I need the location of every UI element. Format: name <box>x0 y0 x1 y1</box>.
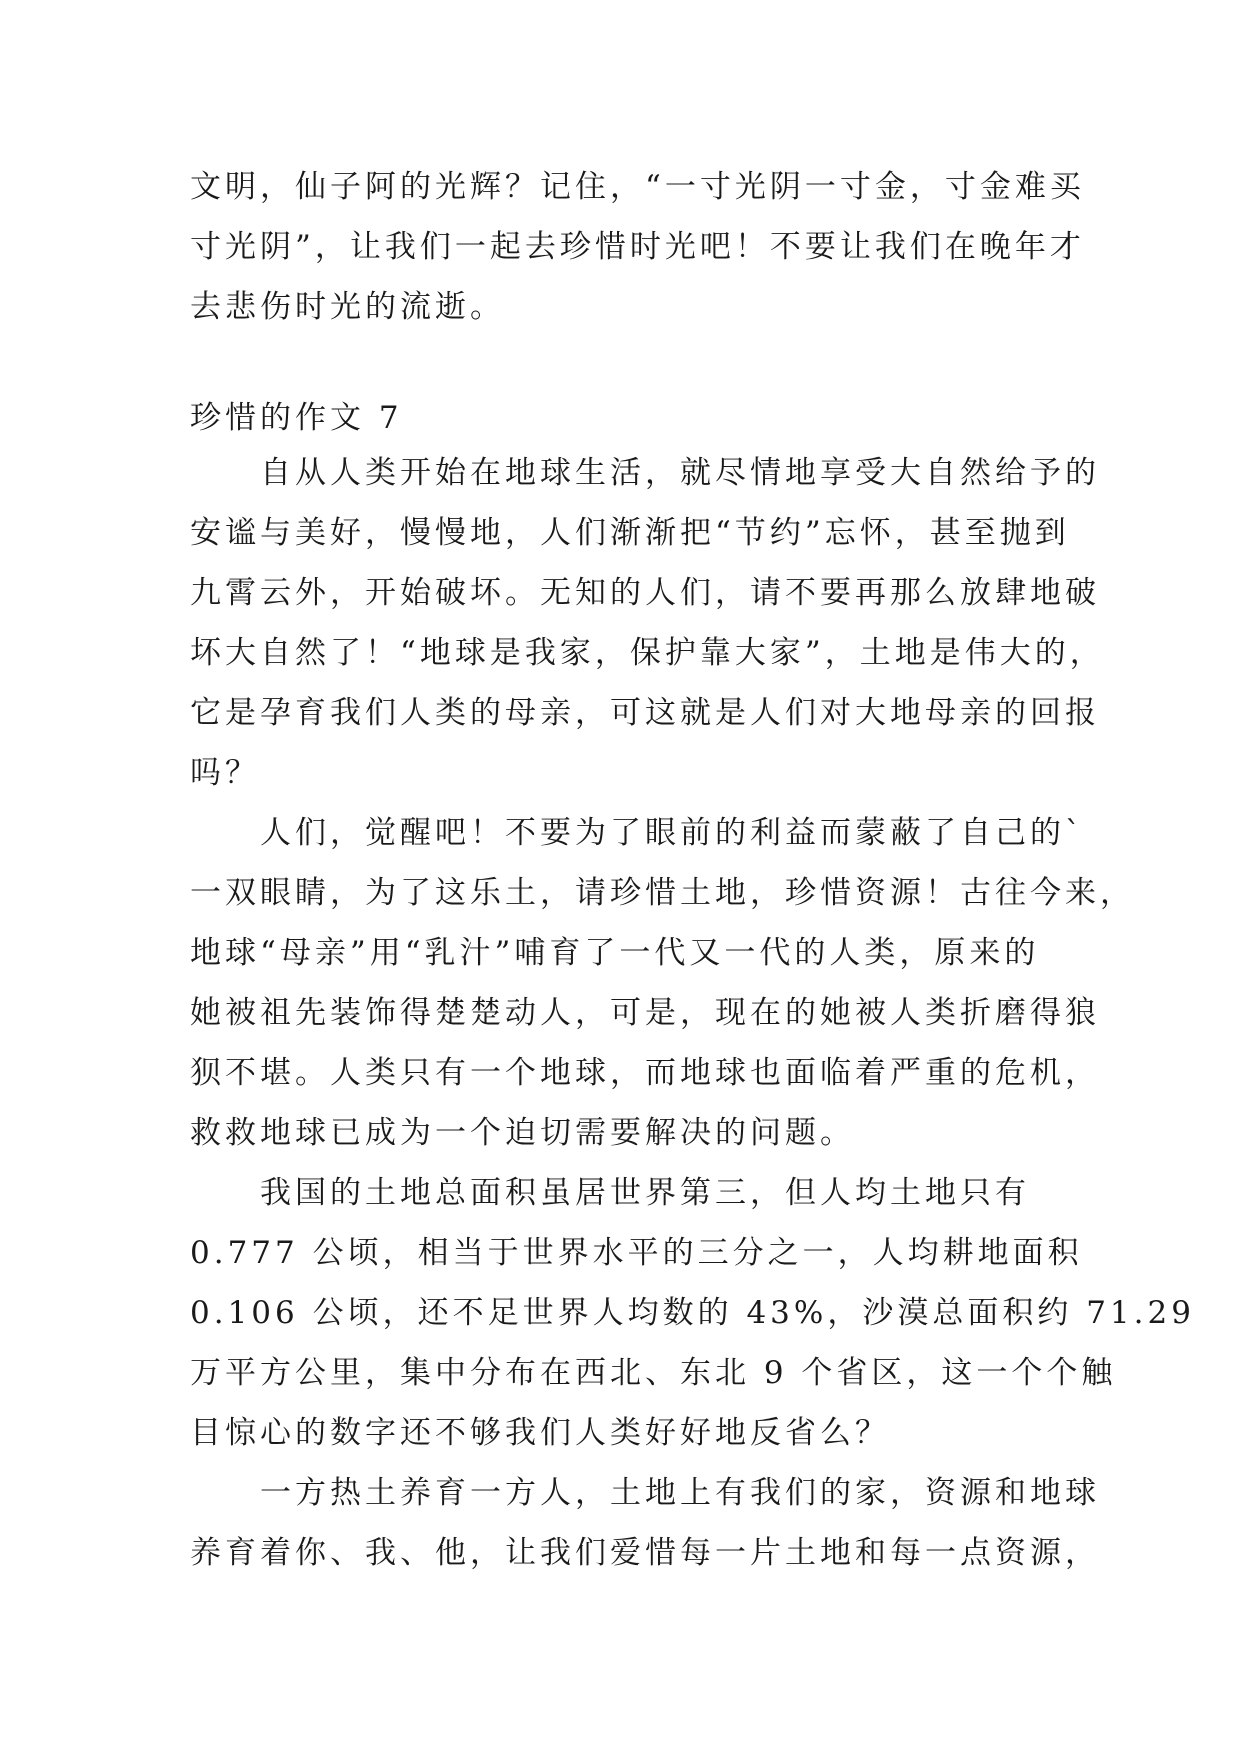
text-line: 自从人类开始在地球生活，就尽情地享受大自然给予的 <box>190 455 1100 491</box>
text-line: 0.777 公顷，相当于世界水平的三分之一，人均耕地面积 <box>190 1235 1083 1271</box>
essay-body <box>190 443 1195 1583</box>
text-line: 吗？ <box>190 755 260 791</box>
section-title: 珍惜的作文 7 <box>190 400 403 436</box>
text-line: 人们，觉醒吧！不要为了眼前的利益而蒙蔽了自己的` <box>190 815 1085 851</box>
intro-paragraph <box>190 157 1085 337</box>
text-line: 目惊心的数字还不够我们人类好好地反省么？ <box>190 1415 890 1451</box>
text-line: 万平方公里，集中分布在西北、东北 9 个省区，这一个个触 <box>190 1355 1117 1391</box>
text-line: 去悲伤时光的流逝。 <box>190 289 505 325</box>
text-line: 一双眼睛，为了这乐土，请珍惜土地，珍惜资源！古往今来， <box>190 875 1135 911</box>
text-line: 救救地球已成为一个迫切需要解决的问题。 <box>190 1115 855 1151</box>
text-line: 地球“母亲”用“乳汁”哺育了一代又一代的人类，原来的 <box>190 935 1040 971</box>
text-line: 寸光阴”，让我们一起去珍惜时光吧！不要让我们在晚年才 <box>190 229 1085 265</box>
text-line: 0.106 公顷，还不足世界人均数的 43%，沙漠总面积约 71.29 <box>190 1295 1195 1331</box>
text-line: 九霄云外，开始破坏。无知的人们，请不要再那么放肆地破 <box>190 575 1100 611</box>
text-line: 一方热土养育一方人，土地上有我们的家，资源和地球 <box>190 1475 1100 1511</box>
text-line: 养育着你、我、他，让我们爱惜每一片土地和每一点资源， <box>190 1535 1100 1571</box>
text-line: 文明，仙子阿的光辉？记住，“一寸光阴一寸金，寸金难买 <box>190 169 1085 205</box>
text-line: 它是孕育我们人类的母亲，可这就是人们对大地母亲的回报 <box>190 695 1100 731</box>
text-line: 安谧与美好，慢慢地，人们渐渐把“节约”忘怀，甚至抛到 <box>190 515 1070 551</box>
text-line: 狈不堪。人类只有一个地球，而地球也面临着严重的危机， <box>190 1055 1100 1091</box>
text-line: 坏大自然了！“地球是我家，保护靠大家”，土地是伟大的， <box>190 635 1105 671</box>
text-line: 我国的土地总面积虽居世界第三，但人均土地只有 <box>190 1175 1030 1211</box>
text-line: 她被祖先装饰得楚楚动人，可是，现在的她被人类折磨得狼 <box>190 995 1100 1031</box>
